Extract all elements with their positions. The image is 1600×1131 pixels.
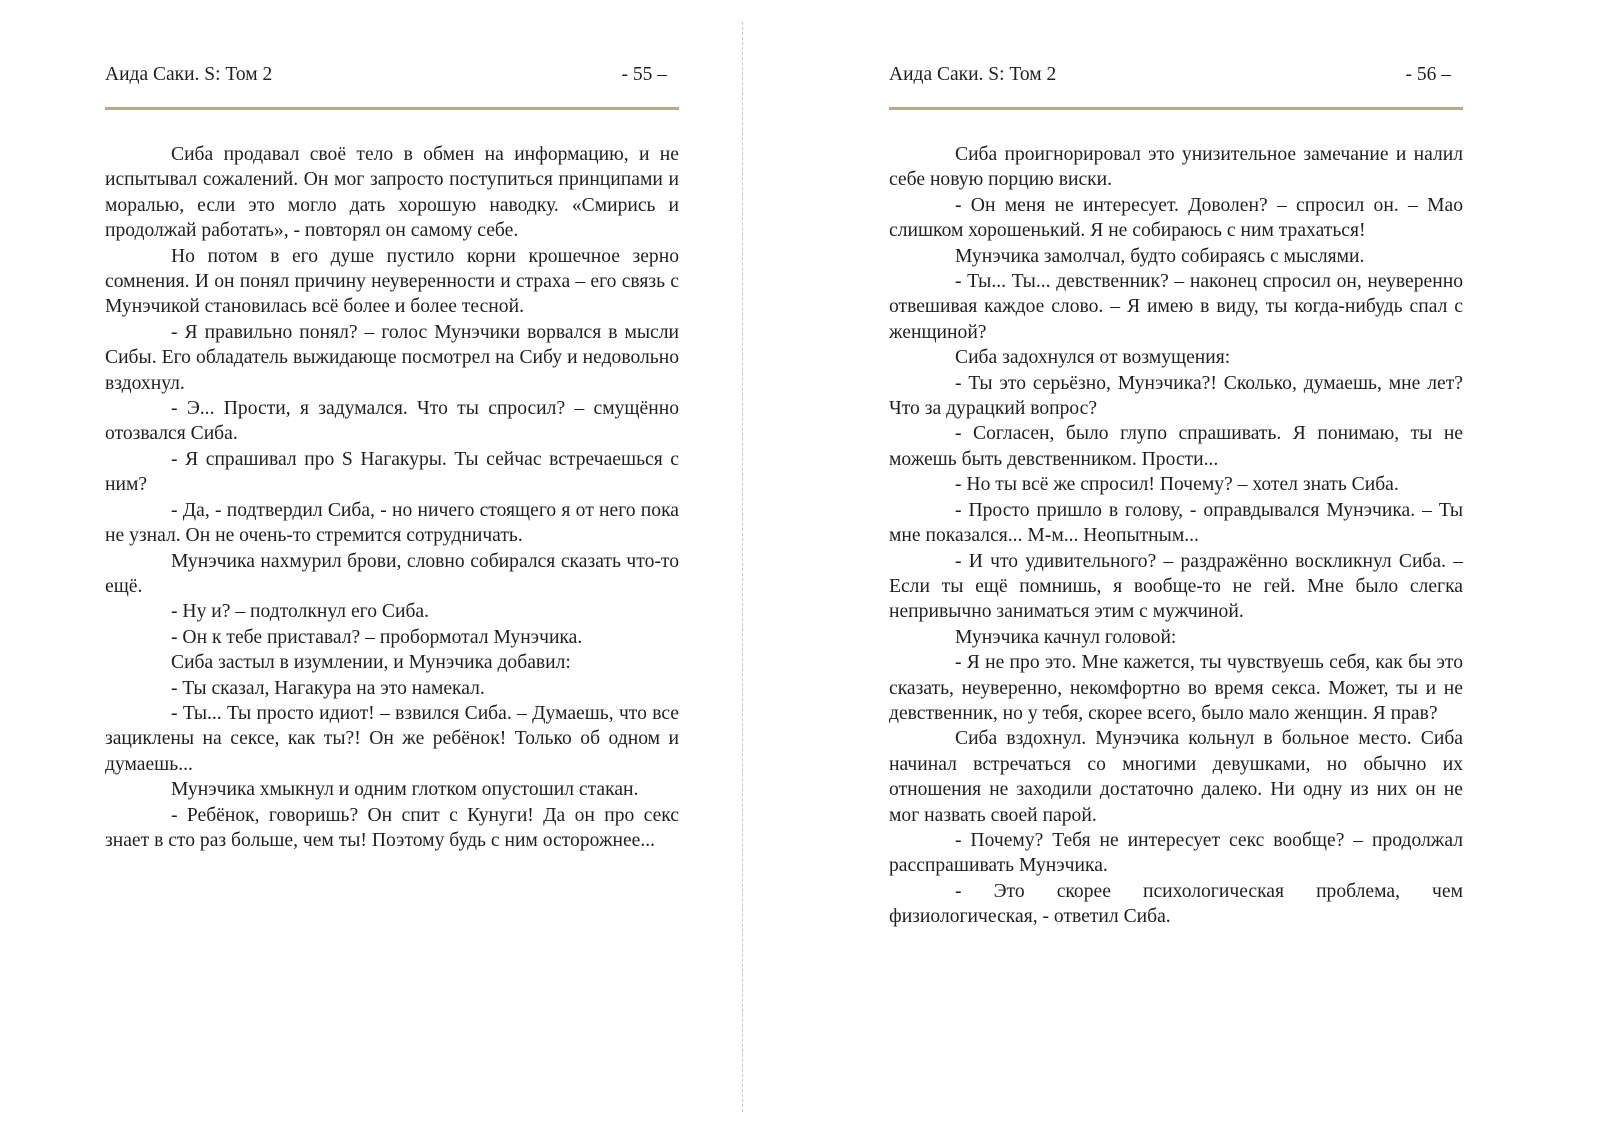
paragraph: - Ты... Ты просто идиот! – взвился Сиба. – Думаешь, что все зациклены на сексе, как ты?! Он же ребёнок! Только об одном и думаешь... — [105, 702, 679, 775]
paragraph: Мунэчика нахмурил брови, словно собирался сказать что-то ещё. — [105, 550, 679, 597]
paragraph: - Ты сказал, Нагакура на это намекал. — [171, 677, 485, 699]
book-title: Аида Саки. S: Том 2 — [105, 64, 273, 85]
paragraph: Но потом в его душе пустило корни крошечное зерно сомнения. И он понял причину неуверенности и страха – его связь с Мунэчикой становилась всё более и более тесной. — [105, 245, 679, 318]
paragraph: - Это скорее психологическая проблема, чем физиологическая, - ответил Сиба. — [889, 880, 1463, 928]
paragraph: - Ты это серьёзно, Мунэчика?! Сколько, думаешь, мне лет? Что за дурацкий вопрос? — [889, 372, 1463, 420]
paragraph: Мунэчика хмыкнул и одним глотком опустошил стакан. — [171, 779, 639, 801]
header-rule — [889, 107, 1463, 110]
paragraph: Мунэчика качнул головой: — [955, 626, 1177, 648]
paragraph: Сиба задохнулся от возмущения: — [955, 347, 1231, 369]
paragraph: - Э... Прости, я задумался. Что ты спросил? – смущённо отозвался Сиба. — [105, 398, 679, 445]
paragraph: - Согласен, было глупо спрашивать. Я понимаю, ты не можешь быть девственником. Прости... — [889, 423, 1463, 470]
paragraph: Сиба вздохнул. Мунэчика кольнул в больное место. Сиба начинал встречаться со многими девушками, но обычно их отношения не заходили достаточно далеко. Ни одну из них он не мог назвать своей парой. — [889, 728, 1463, 826]
page-body — [889, 142, 1463, 930]
paragraph: - Просто пришло в голову, - оправдывался Мунэчика. – Ты мне показался... М-м... Неопытным... — [889, 499, 1463, 547]
paragraph: - Я правильно понял? – голос Мунэчики ворвался в мысли Сибы. Его обладатель выжидающе посмотрел на Сибу и недовольно вздохнул. — [105, 321, 679, 394]
paragraph: - Я не про это. Мне кажется, ты чувствуешь себя, как бы это сказать, неуверенно, некомфортно во время секса. Может, ты и не девственник, но у тебя, скорее всего, было мало женщин. Я прав? — [889, 652, 1463, 724]
paragraph: - Ты... Ты... девственник? – наконец спросил он, неуверенно отвешивая каждое слово. – Я имею в виду, ты когда-нибудь спал с женщиной? — [889, 271, 1463, 343]
paragraph: - Я спрашивал про S Нагакуры. Ты сейчас встречаешься с ним? — [105, 448, 679, 496]
paragraph: Сиба проигнорировал это унизительное замечание и налил себе новую порцию виски. — [889, 144, 1463, 191]
paragraph: - Да, - подтвердил Сиба, - но ничего стоящего я от него пока не узнал. Он не очень-то стремится сотрудничать. — [105, 499, 679, 547]
paragraph: - Он к тебе приставал? – пробормотал Мунэчика. — [171, 626, 583, 648]
header-rule — [105, 107, 679, 110]
paragraph: - Почему? Тебя не интересует секс вообще? – продолжал расспрашивать Мунэчика. — [889, 829, 1463, 877]
page-fold-divider — [742, 22, 743, 1112]
running-header — [889, 64, 1463, 94]
paragraph: Мунэчика замолчал, будто собираясь с мыслями. — [955, 245, 1365, 267]
paragraph: - Он меня не интересует. Доволен? – спросил он. – Мао слишком хорошенький. Я не собираюсь с ним трахаться! — [889, 194, 1463, 242]
paragraph: - Но ты всё же спросил! Почему? – хотел знать Сиба. — [955, 474, 1399, 496]
paragraph: - И что удивительного? – раздражённо воскликнул Сиба. – Если ты ещё помнишь, я вообще-то не гей. Мне было слегка непривычно заниматься этим с мужчиной. — [889, 550, 1463, 623]
page-body — [105, 142, 679, 853]
page-number: - 56 – — [1405, 64, 1451, 85]
paragraph: - Ну и? – подтолкнул его Сиба. — [171, 601, 430, 623]
paragraph: - Ребёнок, говоришь? Он спит с Кунуги! Да он про секс знает в сто раз больше, чем ты! Поэтому будь с ним осторожнее... — [105, 804, 679, 851]
page-number: - 55 – — [621, 64, 667, 85]
book-title: Аида Саки. S: Том 2 — [889, 64, 1057, 85]
running-header — [105, 64, 679, 94]
paragraph: Сиба продавал своё тело в обмен на информацию, и не испытывал сожалений. Он мог запросто поступиться принципами и моралью, если это могло дать хорошую наводку. «Смирись и продолжай работать», - повторял он самому себе. — [105, 144, 679, 242]
paragraph: Сиба застыл в изумлении, и Мунэчика добавил: — [171, 652, 571, 674]
